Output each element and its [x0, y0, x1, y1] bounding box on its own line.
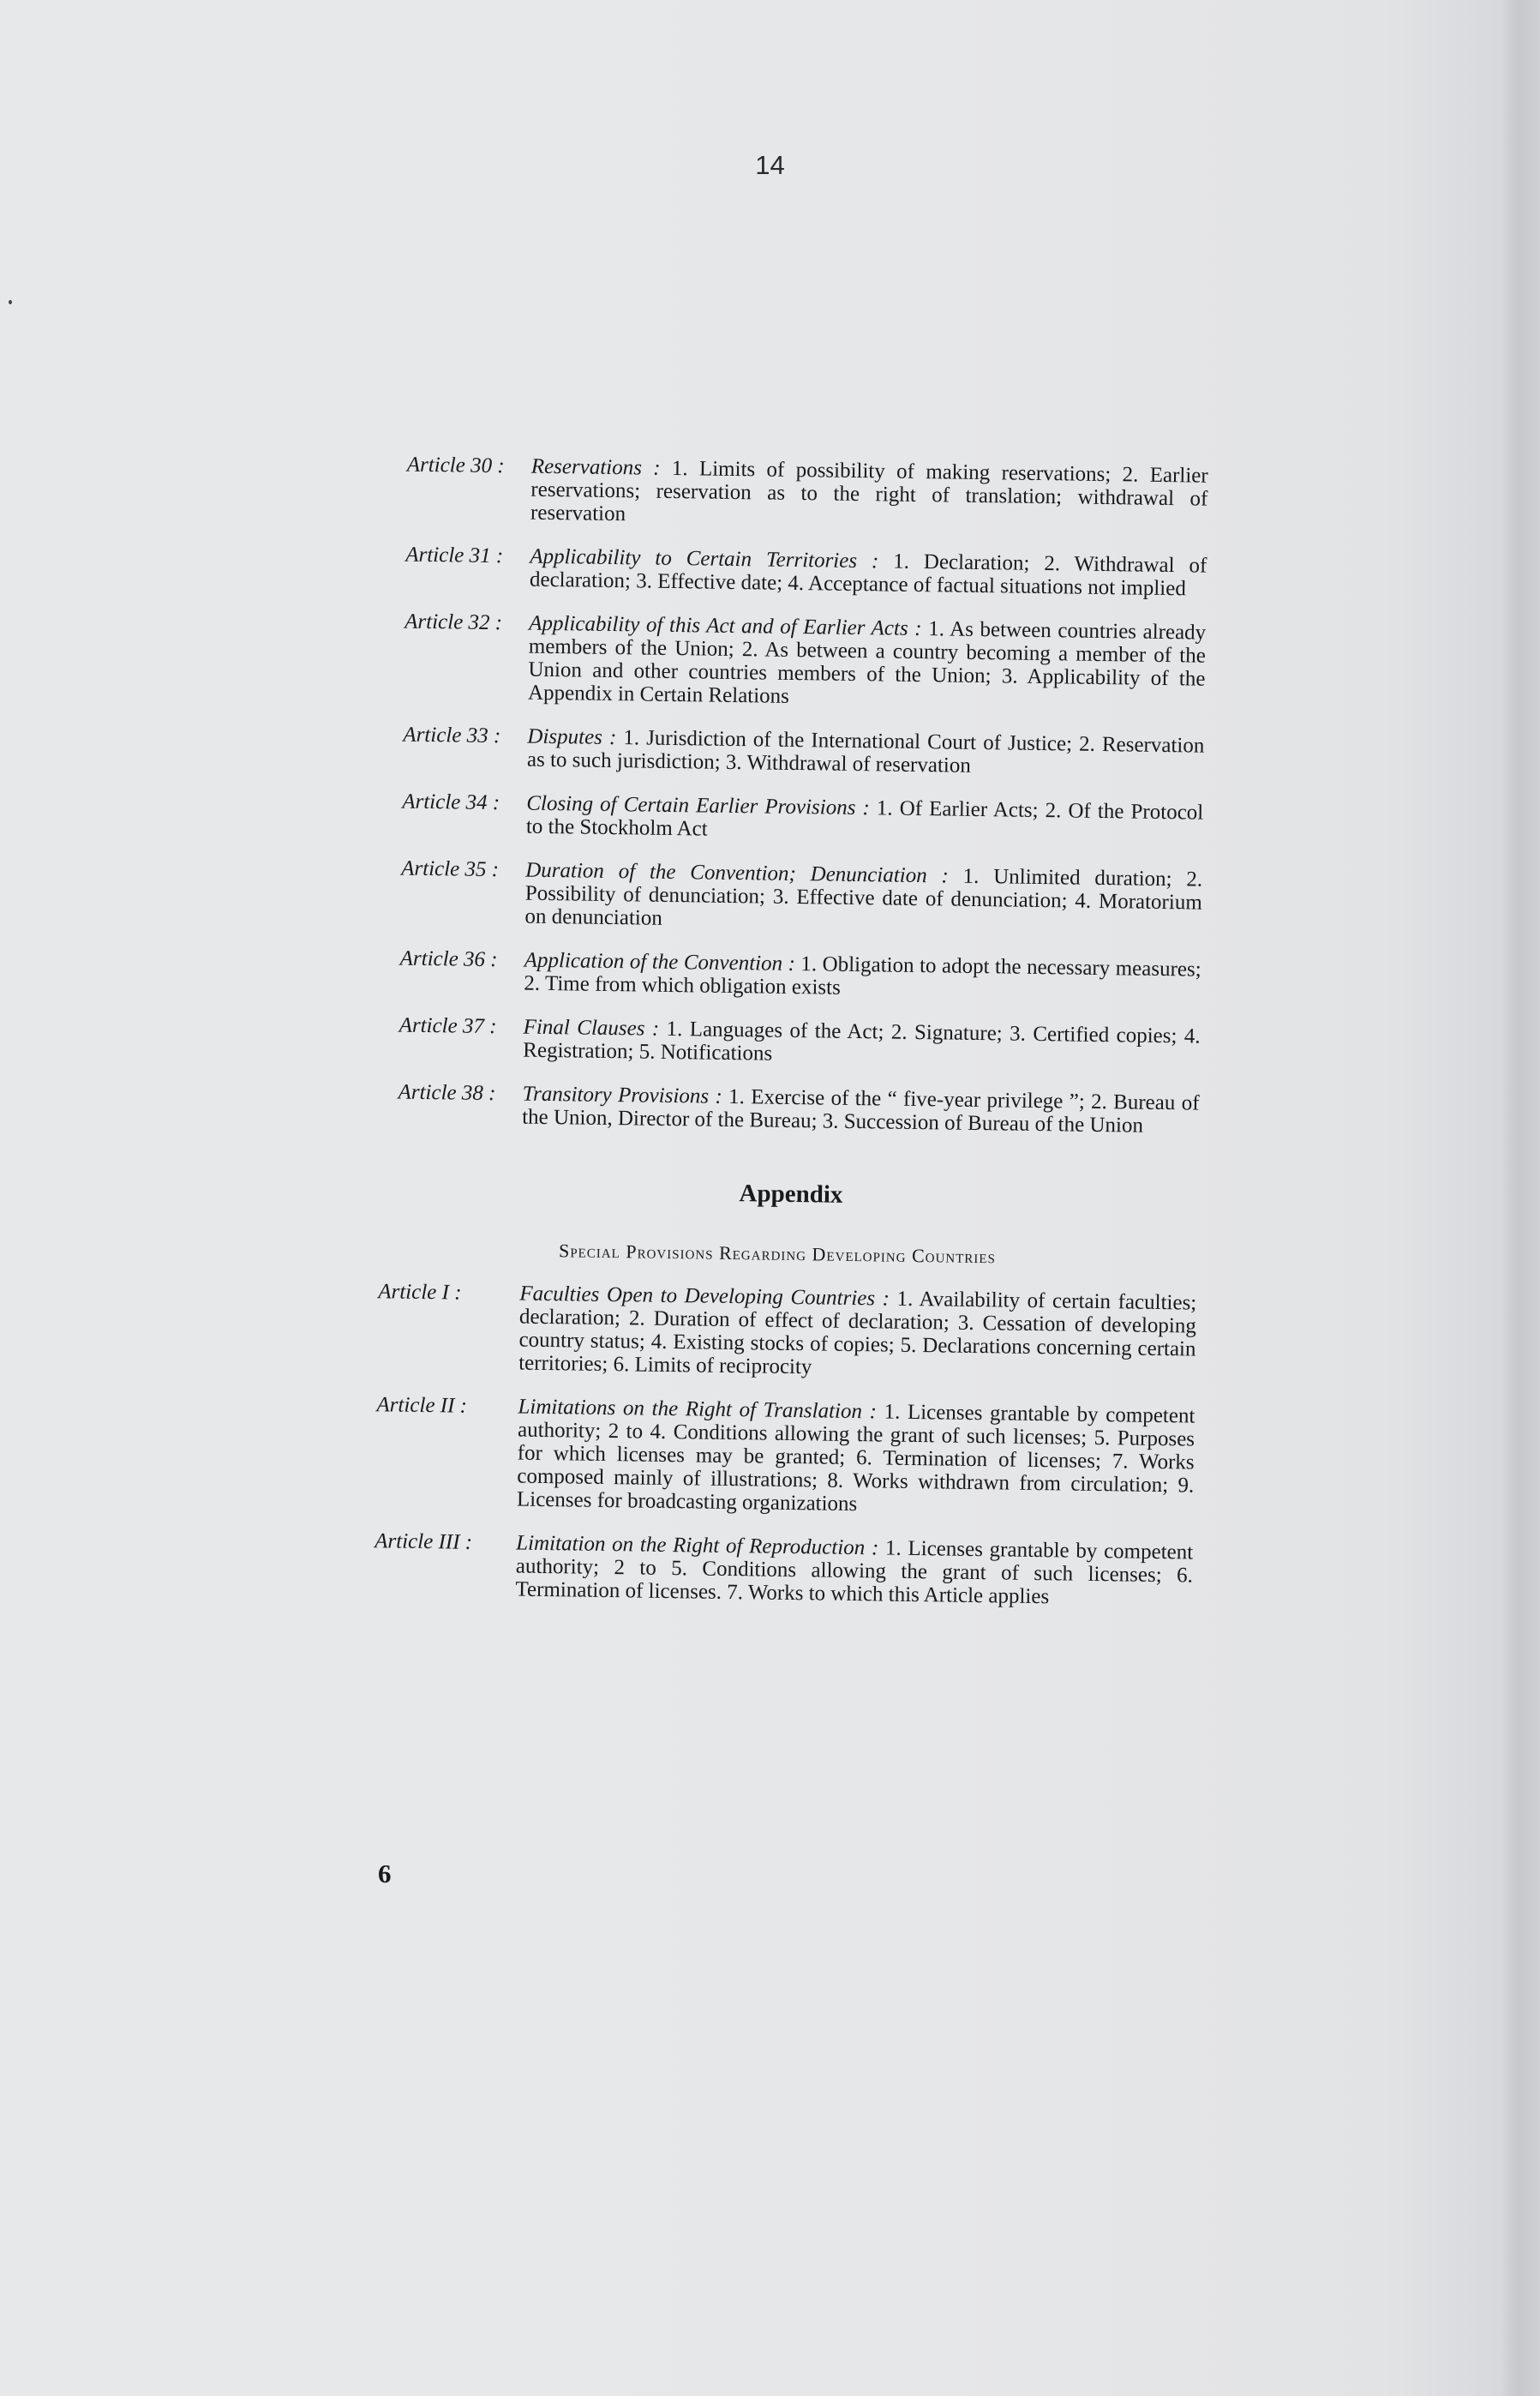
article-title: Applicability to Certain Territories : [530, 544, 879, 573]
article-text: 1. Of Earlier Acts; 2. Of the Protocol to the Stockholm Act [525, 796, 1204, 841]
appendix-heading: Appendix [739, 1180, 843, 1209]
appendix-article-title: Limitations on the Right of Translation : [518, 1395, 878, 1424]
page-number: 14 [755, 150, 785, 180]
article-label: Article 30 : [406, 453, 505, 478]
contents-block [352, 453, 1225, 1631]
folio-number: 6 [378, 1859, 392, 1889]
appendix-article-label: Article I : [378, 1280, 462, 1305]
appendix-article-text: 1. Availability of certain faculties; declaration; 2. Duration of effect of declaration; 3. Cessation of developing country status; 4. Existing stocks of copies; 5. Declarations concerning certain territories; 6. Limits of reciprocity [518, 1287, 1197, 1379]
article-title: Closing of Certain Earlier Provisions : [526, 791, 870, 820]
article-text: 1. Languages of the Act; 2. Signature; 3. Certified copies; 4. Registration; 5. Notifications [523, 1017, 1201, 1066]
article-label: Article 31 : [405, 543, 504, 568]
article-title: Disputes : [527, 724, 617, 750]
article-description [522, 1083, 1200, 1138]
contents-entry [360, 1013, 1218, 1072]
article-label: Article 33 : [403, 723, 501, 748]
appendix-entry [354, 1393, 1213, 1521]
appendix-article-list [352, 1280, 1213, 1611]
appendix-article-title: Faculties Open to Developing Countries : [519, 1282, 890, 1311]
page-edge-shadow [1501, 0, 1540, 2396]
article-description [530, 545, 1207, 601]
contents-entry [364, 723, 1222, 781]
article-title: Transitory Provisions : [522, 1082, 722, 1108]
article-title: Duration of the Convention; Denunciation : [525, 858, 950, 888]
article-title: Reservations : [530, 454, 661, 480]
appendix-article-label: Article II : [376, 1393, 468, 1418]
article-label: Article 34 : [402, 790, 500, 815]
appendix-article-description [518, 1282, 1196, 1384]
article-label: Article 35 : [401, 856, 500, 882]
contents-entry [365, 610, 1223, 714]
appendix-subheading: Special Provisions Regarding Developing Countries [558, 1240, 997, 1268]
appendix-article-text: 1. Licenses grantable by competent authority; 2 to 5. Conditions allowing the grant of such licenses; 6. Termination of licenses. 7. Works to which this Article applies [515, 1536, 1194, 1609]
article-title: Applicability of this Act and of Earlier Acts : [529, 611, 922, 641]
appendix-entry [356, 1280, 1213, 1384]
article-label: Article 38 : [398, 1080, 496, 1106]
contents-entry [367, 543, 1225, 601]
article-description [526, 792, 1204, 848]
article-text: 1. Declaration; 2. Withdrawal of declaration; 3. Effective date; 4. Acceptance of factual situations not implied [529, 549, 1207, 601]
contents-entry [359, 1080, 1217, 1138]
article-label: Article 32 : [404, 610, 503, 635]
appendix-article-title: Limitation on the Right of Reproduction : [516, 1531, 879, 1560]
article-label: Article 37 : [398, 1013, 497, 1039]
appendix-entry [352, 1529, 1210, 1611]
article-text: 1. Jurisdiction of the International Court of Justice; 2. Reservation as to such jurisdiction; 3. Withdrawal of reservation [526, 726, 1205, 778]
article-description [524, 949, 1201, 1005]
appendix-article-description [515, 1532, 1193, 1611]
appendix-article-text: 1. Licenses grantable by competent authority; 2 to 4. Conditions allowing the grant of such licenses; 5. Purposes for which licenses may be granted; 6. Termination of licenses; 7. Works composed mainly of illustrations; 8. Works withdrawn from circulation; 9. Licenses for broadcasting organizations [516, 1400, 1195, 1516]
contents-entry [362, 856, 1219, 938]
appendix-article-description [517, 1396, 1195, 1521]
article-list [359, 453, 1225, 1138]
article-description [527, 725, 1205, 781]
article-description [528, 612, 1206, 714]
article-text: 1. Obligation to adopt the necessary measures; 2. Time from which obligation exists [524, 952, 1201, 1000]
article-label: Article 36 : [399, 946, 498, 972]
article-description [523, 1016, 1201, 1072]
article-text: 1. Limits of possibility of making reservations; 2. Earlier reservations; reservation as to the right of translation; withdrawal of reservation [530, 456, 1208, 526]
article-title: Application of the Convention : [524, 948, 796, 976]
article-description [530, 455, 1208, 534]
article-title: Final Clauses : [523, 1015, 660, 1041]
article-text: 1. As between countries already members of the Union; 2. As between a country becoming a member of the Union and other countries members of the Union; 3. Applicability of the Appendix in Certain Relations [527, 617, 1207, 708]
contents-entry [368, 453, 1225, 534]
contents-entry [363, 790, 1221, 848]
dust-speck [9, 300, 12, 304]
article-text: 1. Exercise of the “ five-year privilege ”; 2. Bureau of the Union, Director of the Bureau; 3. Succession of Bureau of the Union [522, 1084, 1200, 1138]
contents-entry [361, 946, 1219, 1005]
appendix-article-label: Article III : [375, 1529, 473, 1554]
article-text: 1. Unlimited duration; 2. Possibility of denunciation; 3. Effective date of denunciation; 4. Moratorium on denunciation [524, 864, 1203, 930]
article-description [524, 859, 1202, 938]
